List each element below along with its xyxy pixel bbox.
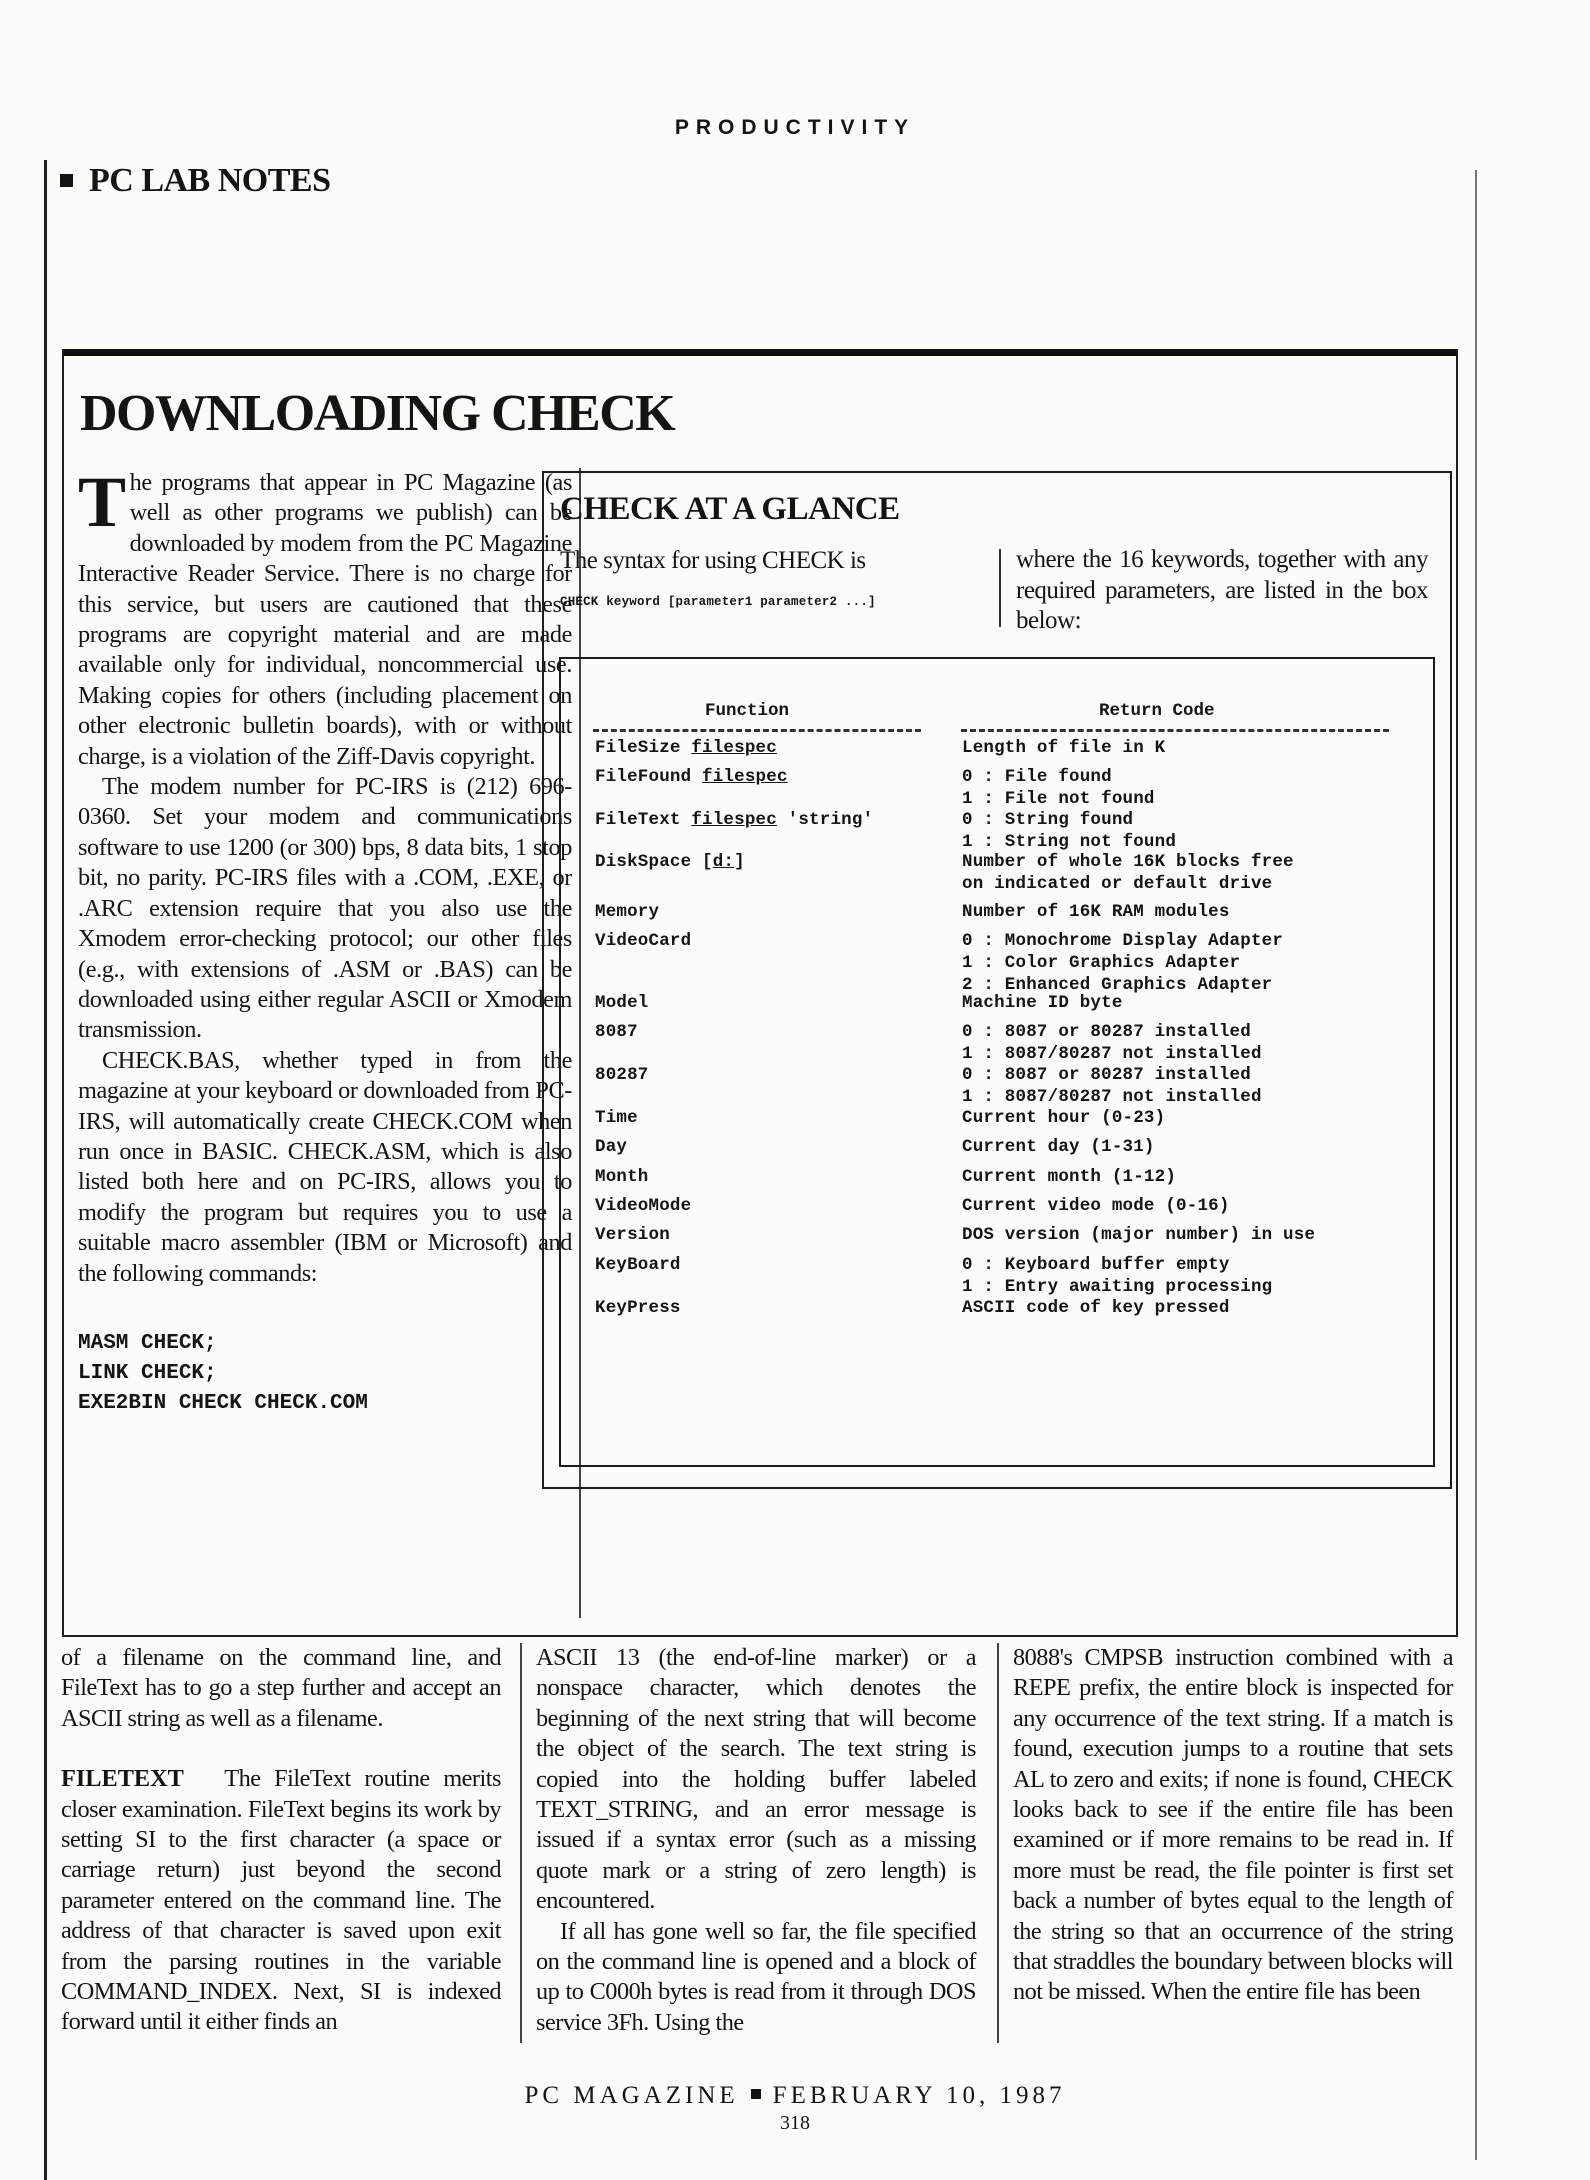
function-cell: Day [595,1137,628,1157]
return-code-cell: Current month (1-12) [962,1167,1177,1187]
parameter: filespec [691,738,777,758]
column-separator [997,1643,999,2043]
return-code-cell: Number of 16K RAM modules [962,902,1230,922]
function-cell: Time [595,1108,638,1128]
function-cell: Memory [595,902,660,922]
downloading-check-sidebar [62,349,1458,1637]
check-at-a-glance-box [542,471,1452,1489]
parameter: filespec [702,767,788,787]
function-cell: Month [595,1167,649,1187]
return-code-cell: Length of file in K [962,738,1166,758]
return-code-cell: 0 : 8087 or 80287 installed 1 : 8087/80287 not installed [962,1065,1262,1107]
glance-intro: The syntax for using CHECK is [560,547,866,574]
function-cell: VideoCard [595,931,692,951]
department-heading [60,162,331,200]
function-cell: Model [595,993,649,1013]
command-line: LINK CHECK; [78,1361,217,1385]
return-code-cell: 0 : String found 1 : String not found [962,810,1177,852]
return-code-cell: Machine ID byte [962,993,1123,1013]
bullet-square-icon [60,174,73,187]
function-cell: Version [595,1225,670,1245]
left-margin-rule [44,160,47,2180]
body-column-3 [1013,1643,1453,2008]
return-code-cell: 0 : Keyboard buffer empty 1 : Entry awaiting processing [962,1255,1273,1297]
function-cell: DiskSpace [d:] [595,852,745,872]
footer-date: FEBRUARY 10, 1987 [772,2082,1066,2109]
return-code-cell: DOS version (major number) in use [962,1225,1316,1245]
column-header-return-code: Return Code [1099,701,1215,721]
body-paragraph: FILETEXT The FileText routine merits closer examination. FileText begins its work by setting SI to the first character (a space or carriage return) just beyond the second parameter entered on the command line. The address of that character is saved upon exit from the parsing routines in the variable COMMAND_INDEX. Next, SI is indexed forward until it either finds an [61,1765,501,2036]
column-separator [520,1643,522,2043]
glance-divider [999,549,1001,627]
body-paragraph: If all has gone well so far, the file specified on the command line is opened and a block of up to C000h bytes is read from it through DOS service 3Fh. Using the [536,1917,976,2036]
keyword-table [559,657,1435,1467]
department-label: PC LAB NOTES [89,162,331,199]
body-paragraph: of a filename on the command line, and FileText has to go a step further and accept an ASCII string as well as a filename. [61,1644,501,1732]
function-cell: VideoMode [595,1196,692,1216]
glance-description: where the 16 keywords, together with any required parameters, are listed in the box below: [1016,546,1428,634]
body-paragraph: 8088's CMPSB instruction combined with a REPE prefix, the entire block is inspected for any occurrence of the text string. If a match is found, execution jumps to a routine that sets AL to zero and exits; if none is found, CHECK looks back to see if the entire file has been examined or if more remains to be read in. If more must be read, the file pointer is first set back a number of bytes equal to the length of the string so that an occurrence of the string that straddles the boundary between blocks will not be missed. When the entire file has been [1013,1644,1453,2006]
parameter: filespec [691,810,777,830]
footer-magazine: PC MAGAZINE [524,2082,739,2109]
page-footer [0,2082,1590,2110]
return-code-cell: Current hour (0-23) [962,1108,1166,1128]
sidebar-title: DOWNLOADING CHECK [80,385,675,442]
header-underline [961,729,1389,732]
return-code-cell: Number of whole 16K blocks free on indicated or default drive [962,852,1294,894]
sidebar-paragraph: The modem number for PC-IRS is (212) 696-0360. Set your modem and communications software to use 1200 (or 300) bps, 8 data bits, 1 stop bit, no parity. PC-IRS files with a .COM, .EXE, or .ARC extension require that you also use the Xmodem error-checking protocol; our other files (e.g., with extensions of .ASM or .BAS) can be downloaded using either regular ASCII or Xmodem transmission. [78,773,572,1044]
return-code-cell: 0 : File found 1 : File not found [962,767,1155,809]
header-underline [593,729,921,732]
sidebar-body [78,462,572,1419]
function-cell: 8087 [595,1022,638,1042]
return-code-cell: 0 : 8087 or 80287 installed 1 : 8087/80287 not installed [962,1022,1262,1064]
run-in-head: FILETEXT [61,1765,184,1793]
section-label: PRODUCTIVITY [674,116,916,139]
function-cell: FileText filespec 'string' [595,810,874,830]
function-cell: KeyBoard [595,1255,681,1275]
command-line: EXE2BIN CHECK CHECK.COM [78,1391,368,1415]
sidebar-paragraph: The programs that appear in PC Magazine (as well as other programs we publish) can be downloaded by modem from the PC Magazine Interactive Reader Service. There is no charge for this service, but users are cautioned that these programs are copyright material and are made available only for individual, noncommercial use. Making copies for others (including placement on other electronic bulletin boards), with or without charge, is a violation of the Ziff-Davis copyright. [78,462,572,770]
command-line: MASM CHECK; [78,1331,217,1355]
assembler-commands [78,1329,572,1419]
column-header-function: Function [705,701,790,721]
body-paragraph: ASCII 13 (the end-of-line marker) or a nonspace character, which denotes the beginning of the next string that will become the object of the search. The text string is copied into the holding buffer labeled TEXT_STRING, and an error message is issued if a syntax error (such as a missing quote mark or a string of zero length) is encountered. [536,1644,976,1915]
function-cell: KeyPress [595,1298,681,1318]
function-cell: FileSize filespec [595,738,777,758]
sidebar-paragraph: CHECK.BAS, whether typed in from the magazine at your keyboard or downloaded from PC-IRS, will automatically create CHECK.COM when run once in BASIC. CHECK.ASM, which is also listed both here and on PC-IRS, allows you to modify the program but requires you to use a suitable macro assembler (IBM or Microsoft) and the following commands: [78,1046,572,1287]
glance-title: CHECK AT A GLANCE [560,491,900,527]
return-code-cell: 0 : Monochrome Display Adapter 1 : Color Graphics Adapter 2 : Enhanced Graphics Adapter [962,931,1284,995]
body-column-2 [536,1643,976,2038]
function-cell: FileFound filespec [595,767,788,787]
body-column-1 [61,1643,501,2038]
return-code-cell: Current video mode (0-16) [962,1196,1230,1216]
function-cell: 80287 [595,1065,649,1085]
syntax-line: CHECK keyword [parameter1 parameter2 ...] [560,595,876,609]
footer-bullet-icon [751,2089,761,2099]
return-code-cell: ASCII code of key pressed [962,1298,1230,1318]
return-code-cell: Current day (1-31) [962,1137,1155,1157]
right-margin-rule [1475,170,1477,2160]
drop-cap: T [78,462,126,542]
page-number: 318 [780,2112,810,2134]
parameter: d: [712,852,735,872]
